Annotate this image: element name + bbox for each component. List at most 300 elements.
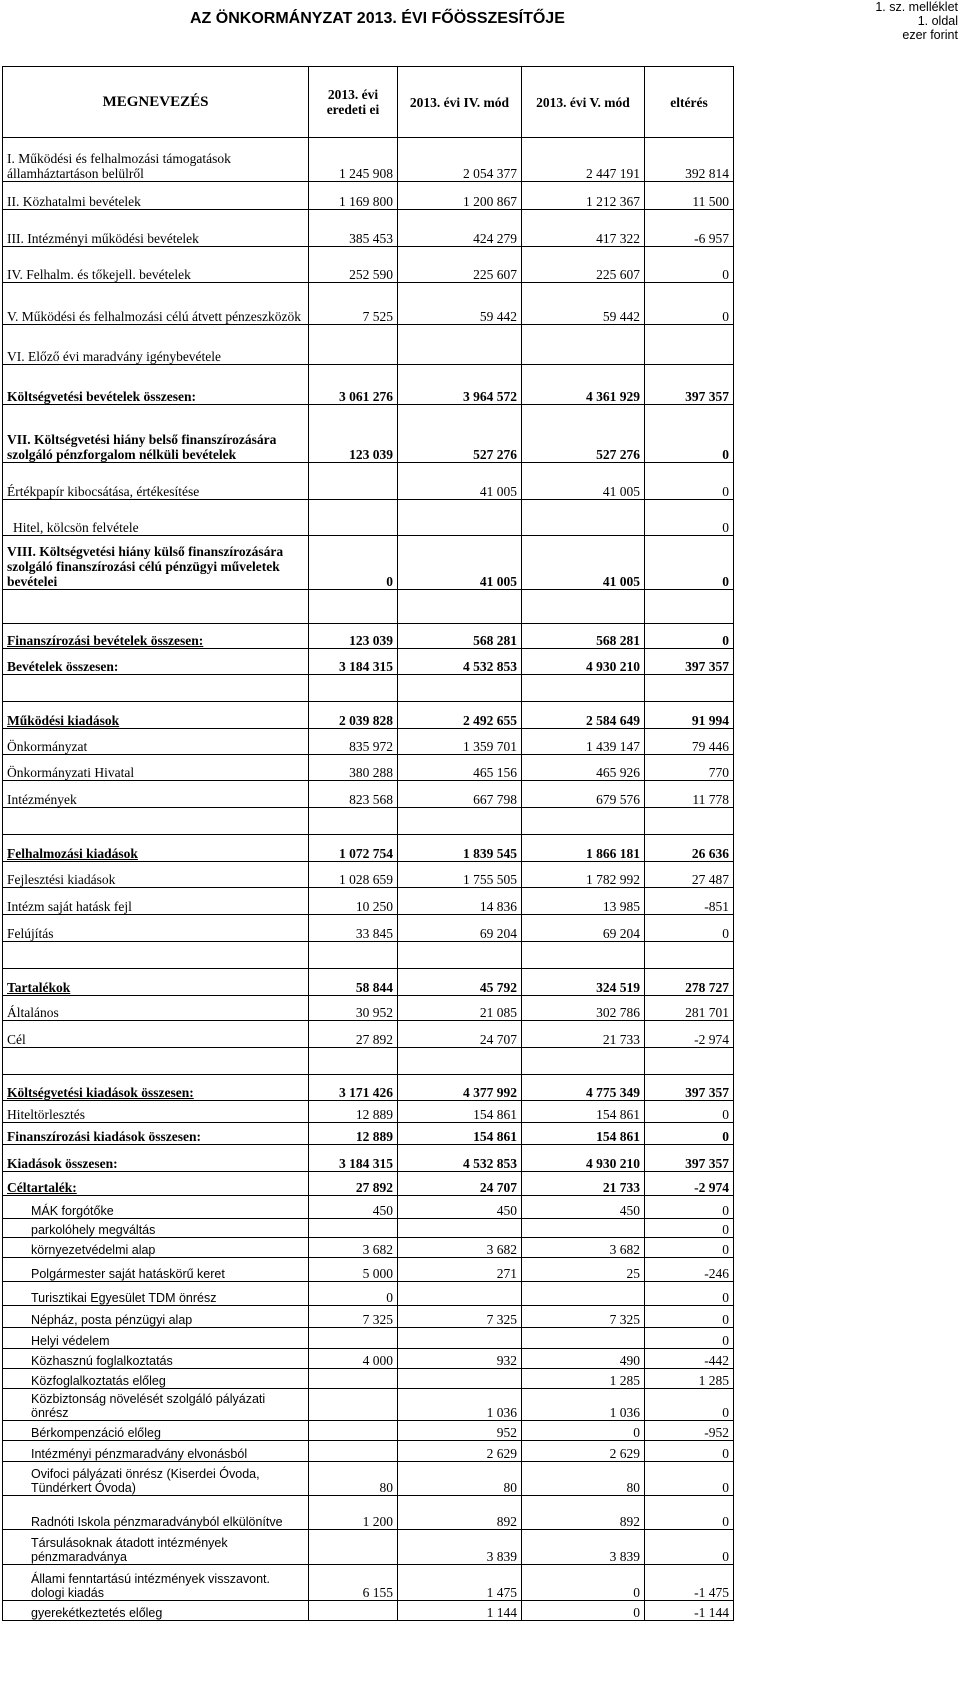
value-mod4: 527 276 (398, 405, 522, 463)
row-label: Ovifoci pályázati önrész (Kiserdei Óvoda, Tündérkert Óvoda) (3, 1462, 309, 1496)
value-mod4: 271 (398, 1258, 522, 1282)
value-mod5: 0 (522, 1601, 645, 1621)
table-row (3, 1282, 734, 1306)
value-original: 10 250 (309, 888, 398, 915)
value-mod4: 24 707 (398, 1021, 522, 1048)
value-original: 252 590 (309, 247, 398, 283)
table-row (3, 365, 734, 405)
value-original (309, 1219, 398, 1238)
value-original: 123 039 (309, 624, 398, 649)
value-mod4: 21 085 (398, 996, 522, 1021)
table-row (3, 1075, 734, 1101)
value-mod5: 154 861 (522, 1123, 645, 1145)
value-mod4: 4 532 853 (398, 1145, 522, 1172)
value-original: 1 072 754 (309, 835, 398, 862)
value-original (309, 1601, 398, 1621)
table-row (3, 1328, 734, 1349)
value-difference: 91 994 (645, 702, 734, 729)
value-difference: -851 (645, 888, 734, 915)
value-original (309, 1328, 398, 1349)
value-original: 3 184 315 (309, 649, 398, 675)
row-label: Költségvetési kiadások összesen: (3, 1075, 309, 1101)
value-original (309, 675, 398, 702)
value-mod4 (398, 1328, 522, 1349)
value-difference (645, 1048, 734, 1075)
column-header-mod4: 2013. évi IV. mód (398, 67, 522, 138)
table-row (3, 1123, 734, 1145)
value-mod4 (398, 500, 522, 536)
row-label (3, 808, 309, 835)
value-mod5: 21 733 (522, 1021, 645, 1048)
column-header-original: 2013. évi eredeti ei (309, 67, 398, 138)
value-mod4: 892 (398, 1496, 522, 1530)
value-original: 12 889 (309, 1101, 398, 1123)
value-difference: 26 636 (645, 835, 734, 862)
value-original: 823 568 (309, 781, 398, 808)
value-original: 385 453 (309, 210, 398, 247)
row-label: Költségvetési bevételek összesen: (3, 365, 309, 405)
row-label: V. Működési és felhalmozási célú átvett pénzeszközök (3, 283, 309, 325)
value-mod4: 2 492 655 (398, 702, 522, 729)
row-label: Radnóti Iskola pénzmaradványból elkülönítve (3, 1496, 309, 1530)
table-row (3, 1021, 734, 1048)
value-difference (645, 808, 734, 835)
value-mod4: 7 325 (398, 1306, 522, 1328)
row-label: Intézményi pénzmaradvány elvonásból (3, 1441, 309, 1462)
value-difference: 0 (645, 915, 734, 942)
value-mod5: 679 576 (522, 781, 645, 808)
value-mod5: 41 005 (522, 463, 645, 500)
value-difference (645, 325, 734, 365)
value-difference: 397 357 (645, 649, 734, 675)
value-mod4: 69 204 (398, 915, 522, 942)
value-mod5: 21 733 (522, 1172, 645, 1196)
value-mod5 (522, 1219, 645, 1238)
value-original: 27 892 (309, 1172, 398, 1196)
value-original (309, 942, 398, 969)
value-difference: -6 957 (645, 210, 734, 247)
value-mod5: 302 786 (522, 996, 645, 1021)
row-label: Felújítás (3, 915, 309, 942)
value-mod4: 450 (398, 1196, 522, 1219)
value-mod4: 1 200 867 (398, 182, 522, 210)
value-difference: 0 (645, 1306, 734, 1328)
value-difference: 397 357 (645, 1075, 734, 1101)
value-difference: 0 (645, 1282, 734, 1306)
table-row (3, 500, 734, 536)
value-original: 123 039 (309, 405, 398, 463)
value-mod4 (398, 1369, 522, 1389)
value-mod5: 527 276 (522, 405, 645, 463)
value-difference: 27 487 (645, 862, 734, 888)
row-label: Állami fenntartású intézmények visszavont. dologi kiadás (3, 1565, 309, 1601)
table-row (3, 1462, 734, 1496)
value-difference: 278 727 (645, 969, 734, 996)
value-difference: 0 (645, 1530, 734, 1565)
value-mod5: 0 (522, 1565, 645, 1601)
table-row (3, 755, 734, 781)
value-difference: 11 500 (645, 182, 734, 210)
table-row (3, 781, 734, 808)
row-label: Finanszírozási bevételek összesen: (3, 624, 309, 649)
value-difference: 0 (645, 624, 734, 649)
value-mod4: 14 836 (398, 888, 522, 915)
row-label: II. Közhatalmi bevételek (3, 182, 309, 210)
value-difference: 0 (645, 405, 734, 463)
value-original: 380 288 (309, 755, 398, 781)
row-label: Felhalmozási kiadások (3, 835, 309, 862)
table-row (3, 1196, 734, 1219)
table-row (3, 536, 734, 590)
row-label: Fejlesztési kiadások (3, 862, 309, 888)
value-mod4: 24 707 (398, 1172, 522, 1196)
value-difference: -442 (645, 1349, 734, 1369)
row-label: VI. Előző évi maradvány igénybevétele (3, 325, 309, 365)
value-mod5: 4 361 929 (522, 365, 645, 405)
row-label: Önkormányzati Hivatal (3, 755, 309, 781)
annex-number: 1. sz. melléklet (875, 0, 958, 14)
value-mod5 (522, 942, 645, 969)
value-mod5 (522, 500, 645, 536)
value-mod4: 4 532 853 (398, 649, 522, 675)
table-row (3, 1421, 734, 1441)
table-row (3, 1601, 734, 1621)
value-difference: 0 (645, 1196, 734, 1219)
value-mod5: 892 (522, 1496, 645, 1530)
table-row (3, 1441, 734, 1462)
value-original: 3 061 276 (309, 365, 398, 405)
table-row (3, 463, 734, 500)
value-mod5: 7 325 (522, 1306, 645, 1328)
value-mod5: 59 442 (522, 283, 645, 325)
value-original: 1 245 908 (309, 138, 398, 182)
value-mod4: 3 682 (398, 1238, 522, 1258)
value-original: 1 169 800 (309, 182, 398, 210)
value-mod4: 1 144 (398, 1601, 522, 1621)
value-difference: 0 (645, 1389, 734, 1421)
row-label: Közbiztonság növelését szolgáló pályázati önrész (3, 1389, 309, 1421)
row-label (3, 1048, 309, 1075)
table-row (3, 1389, 734, 1421)
table-body (3, 138, 734, 1621)
value-difference: 0 (645, 1219, 734, 1238)
row-label: VIII. Költségvetési hiány külső finanszírozására szolgáló finanszírozási célú pénzügyi műveletek bevételei (3, 536, 309, 590)
table-row (3, 915, 734, 942)
row-label: Bérkompenzáció előleg (3, 1421, 309, 1441)
table-row (3, 405, 734, 463)
value-original (309, 463, 398, 500)
value-mod4: 1 839 545 (398, 835, 522, 862)
value-mod5: 1 212 367 (522, 182, 645, 210)
value-difference: 0 (645, 283, 734, 325)
table-row (3, 247, 734, 283)
table-row (3, 138, 734, 182)
row-label (3, 590, 309, 624)
value-difference: 0 (645, 536, 734, 590)
column-header-mod5: 2013. évi V. mód (522, 67, 645, 138)
value-original (309, 1048, 398, 1075)
table-row (3, 702, 734, 729)
value-original: 33 845 (309, 915, 398, 942)
row-label: parkolóhely megváltás (3, 1219, 309, 1238)
value-difference: 0 (645, 1462, 734, 1496)
value-mod5: 2 629 (522, 1441, 645, 1462)
value-mod5: 465 926 (522, 755, 645, 781)
value-difference: 1 285 (645, 1369, 734, 1389)
row-label: Helyi védelem (3, 1328, 309, 1349)
value-mod5: 225 607 (522, 247, 645, 283)
value-difference: 281 701 (645, 996, 734, 1021)
value-mod4: 1 475 (398, 1565, 522, 1601)
value-mod5: 1 782 992 (522, 862, 645, 888)
row-label: Hitel, kölcsön felvétele (3, 500, 309, 536)
value-mod5: 25 (522, 1258, 645, 1282)
row-label: Céltartalék: (3, 1172, 309, 1196)
table-row (3, 1258, 734, 1282)
row-label: Általános (3, 996, 309, 1021)
row-label: Értékpapír kibocsátása, értékesítése (3, 463, 309, 500)
value-original: 5 000 (309, 1258, 398, 1282)
value-mod5: 41 005 (522, 536, 645, 590)
row-label: Önkormányzat (3, 729, 309, 755)
value-difference: 0 (645, 1441, 734, 1462)
table-row (3, 1101, 734, 1123)
value-difference: 0 (645, 1328, 734, 1349)
value-mod4: 4 377 992 (398, 1075, 522, 1101)
row-label: Polgármester saját hatáskörű keret (3, 1258, 309, 1282)
value-difference: -246 (645, 1258, 734, 1282)
value-difference: -952 (645, 1421, 734, 1441)
value-mod4: 568 281 (398, 624, 522, 649)
value-mod5: 4 930 210 (522, 649, 645, 675)
value-mod5 (522, 590, 645, 624)
value-difference: 11 778 (645, 781, 734, 808)
value-mod4: 465 156 (398, 755, 522, 781)
row-label: Intézmények (3, 781, 309, 808)
table-row (3, 649, 734, 675)
value-original: 3 184 315 (309, 1145, 398, 1172)
value-mod5: 2 584 649 (522, 702, 645, 729)
table-row (3, 283, 734, 325)
value-mod5: 69 204 (522, 915, 645, 942)
value-difference: 770 (645, 755, 734, 781)
value-mod4 (398, 1048, 522, 1075)
value-mod5: 4 930 210 (522, 1145, 645, 1172)
table-row (3, 969, 734, 996)
value-mod5: 450 (522, 1196, 645, 1219)
row-label (3, 942, 309, 969)
value-mod4: 59 442 (398, 283, 522, 325)
table-row (3, 1349, 734, 1369)
table-row (3, 1219, 734, 1238)
value-mod4: 3 964 572 (398, 365, 522, 405)
table-row (3, 325, 734, 365)
value-difference: 0 (645, 1123, 734, 1145)
value-mod5: 568 281 (522, 624, 645, 649)
page-number: 1. oldal (917, 14, 958, 28)
value-original: 0 (309, 536, 398, 590)
table-row (3, 1145, 734, 1172)
row-label: Közfoglalkoztatás előleg (3, 1369, 309, 1389)
table-row (3, 996, 734, 1021)
table-row (3, 590, 734, 624)
value-original: 80 (309, 1462, 398, 1496)
value-mod5: 1 439 147 (522, 729, 645, 755)
row-label: Társulásoknak átadott intézmények pénzmaradványa (3, 1530, 309, 1565)
value-difference: -1 144 (645, 1601, 734, 1621)
value-mod4 (398, 1282, 522, 1306)
row-label: Tartalékok (3, 969, 309, 996)
row-label: gyerekétkeztetés előleg (3, 1601, 309, 1621)
value-original: 450 (309, 1196, 398, 1219)
value-difference: 79 446 (645, 729, 734, 755)
value-mod5: 417 322 (522, 210, 645, 247)
row-label: VII. Költségvetési hiány belső finanszírozására szolgáló pénzforgalom nélküli bevételek (3, 405, 309, 463)
row-label: Kiadások összesen: (3, 1145, 309, 1172)
value-difference: -1 475 (645, 1565, 734, 1601)
value-mod4: 2 629 (398, 1441, 522, 1462)
value-original: 2 039 828 (309, 702, 398, 729)
value-mod4 (398, 808, 522, 835)
value-original: 3 171 426 (309, 1075, 398, 1101)
value-difference: 0 (645, 1496, 734, 1530)
table-row (3, 888, 734, 915)
value-mod5: 1 285 (522, 1369, 645, 1389)
value-original (309, 1441, 398, 1462)
summary-table (2, 66, 734, 1621)
value-mod5 (522, 1048, 645, 1075)
value-original: 3 682 (309, 1238, 398, 1258)
table-row (3, 1530, 734, 1565)
row-label: környezetvédelmi alap (3, 1238, 309, 1258)
table-row (3, 1048, 734, 1075)
row-label: Finanszírozási kiadások összesen: (3, 1123, 309, 1145)
table-row (3, 942, 734, 969)
value-mod4: 2 054 377 (398, 138, 522, 182)
value-difference (645, 675, 734, 702)
value-original: 6 155 (309, 1565, 398, 1601)
row-label: IV. Felhalm. és tőkejell. bevételek (3, 247, 309, 283)
annex-info (875, 0, 958, 42)
table-row (3, 624, 734, 649)
value-mod5 (522, 325, 645, 365)
value-difference: 0 (645, 1238, 734, 1258)
value-mod4 (398, 942, 522, 969)
value-mod5: 0 (522, 1421, 645, 1441)
value-original: 58 844 (309, 969, 398, 996)
table-row (3, 182, 734, 210)
table-row (3, 210, 734, 247)
value-original (309, 1530, 398, 1565)
value-mod4: 667 798 (398, 781, 522, 808)
value-mod5 (522, 675, 645, 702)
table-row (3, 729, 734, 755)
value-difference: 0 (645, 463, 734, 500)
value-mod5: 13 985 (522, 888, 645, 915)
value-mod4: 424 279 (398, 210, 522, 247)
table-row (3, 835, 734, 862)
value-original (309, 1389, 398, 1421)
value-original (309, 1421, 398, 1441)
value-mod4 (398, 675, 522, 702)
value-mod5: 3 682 (522, 1238, 645, 1258)
value-mod4: 952 (398, 1421, 522, 1441)
header-row (3, 67, 734, 138)
value-original: 835 972 (309, 729, 398, 755)
value-mod4: 41 005 (398, 536, 522, 590)
value-mod5 (522, 1282, 645, 1306)
value-mod4: 225 607 (398, 247, 522, 283)
summary-table-container (2, 66, 733, 1621)
value-original: 1 028 659 (309, 862, 398, 888)
value-mod4: 154 861 (398, 1101, 522, 1123)
value-mod5: 1 036 (522, 1389, 645, 1421)
value-difference: 397 357 (645, 1145, 734, 1172)
row-label: Bevételek összesen: (3, 649, 309, 675)
value-original: 1 200 (309, 1496, 398, 1530)
row-label: III. Intézményi működési bevételek (3, 210, 309, 247)
value-mod4: 932 (398, 1349, 522, 1369)
value-difference: 0 (645, 1101, 734, 1123)
value-mod5: 1 866 181 (522, 835, 645, 862)
value-original (309, 500, 398, 536)
value-difference: 392 814 (645, 138, 734, 182)
value-mod5: 3 839 (522, 1530, 645, 1565)
value-original (309, 808, 398, 835)
value-mod4: 3 839 (398, 1530, 522, 1565)
value-original (309, 590, 398, 624)
value-mod5: 490 (522, 1349, 645, 1369)
value-mod4: 45 792 (398, 969, 522, 996)
value-mod5: 4 775 349 (522, 1075, 645, 1101)
row-label: Népház, posta pénzügyi alap (3, 1306, 309, 1328)
document-title: AZ ÖNKORMÁNYZAT 2013. ÉVI FŐÖSSZESÍTŐJE (190, 10, 565, 27)
value-original: 4 000 (309, 1349, 398, 1369)
value-original: 0 (309, 1282, 398, 1306)
value-mod4 (398, 1219, 522, 1238)
table-row (3, 862, 734, 888)
value-mod4: 1 036 (398, 1389, 522, 1421)
value-mod4 (398, 590, 522, 624)
value-original: 27 892 (309, 1021, 398, 1048)
row-label: Közhasznú foglalkoztatás (3, 1349, 309, 1369)
value-difference: 0 (645, 500, 734, 536)
table-row (3, 1238, 734, 1258)
value-difference: 0 (645, 247, 734, 283)
value-original: 12 889 (309, 1123, 398, 1145)
value-mod5: 2 447 191 (522, 138, 645, 182)
value-original: 7 525 (309, 283, 398, 325)
value-difference: -2 974 (645, 1172, 734, 1196)
row-label: MÁK forgótőke (3, 1196, 309, 1219)
value-mod4 (398, 325, 522, 365)
value-mod5: 154 861 (522, 1101, 645, 1123)
table-row (3, 675, 734, 702)
value-mod5 (522, 808, 645, 835)
table-row (3, 1369, 734, 1389)
value-mod5: 80 (522, 1462, 645, 1496)
column-header-name: MEGNEVEZÉS (3, 67, 309, 138)
row-label: Intézm saját hatásk fejl (3, 888, 309, 915)
value-mod4: 1 359 701 (398, 729, 522, 755)
table-row (3, 1306, 734, 1328)
value-mod5: 324 519 (522, 969, 645, 996)
table-row (3, 1496, 734, 1530)
table-row (3, 1172, 734, 1196)
row-label (3, 675, 309, 702)
row-label: I. Működési és felhalmozási támogatások államháztartáson belülről (3, 138, 309, 182)
value-original (309, 1369, 398, 1389)
